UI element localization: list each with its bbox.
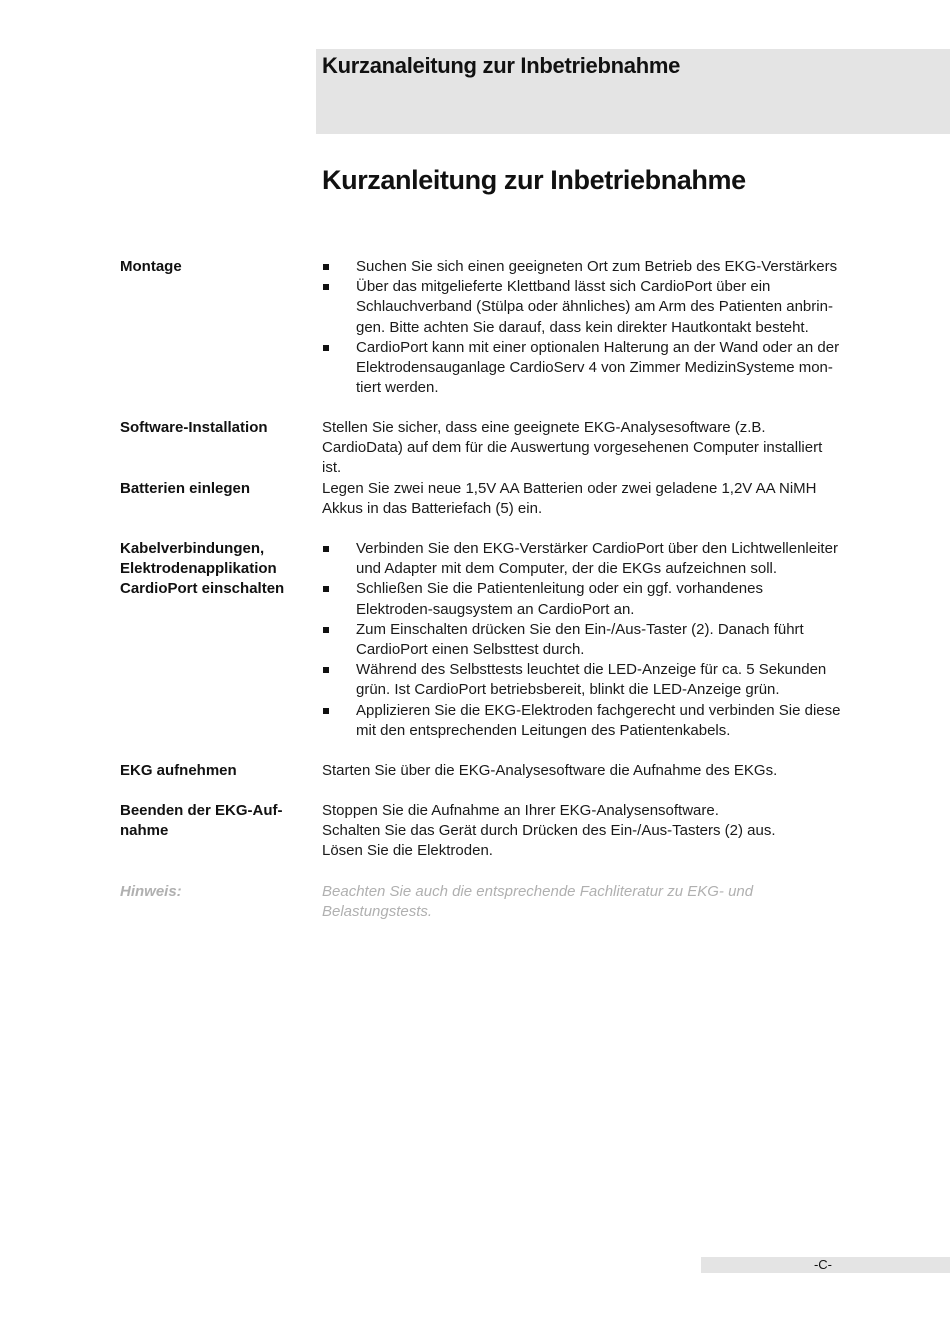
section-text: Starten Sie über die EKG-Analysesoftware die Aufnahme des EKGs. bbox=[322, 762, 778, 779]
bullet-list bbox=[322, 257, 842, 398]
bullet-icon bbox=[323, 708, 329, 714]
list-item: Suchen Sie sich einen geeigneten Ort zum Betrieb des EKG-Verstärkers bbox=[322, 257, 842, 277]
list-item: Verbinden Sie den EKG-Verstärker CardioPort über den Lichtwellenleiter und Adapter mit dem Computer, der die EKGs aufzeichnen soll. bbox=[322, 539, 842, 579]
hint-text: Beachten Sie auch die entsprechende Fachliteratur zu EKG- und Belastungstests. bbox=[322, 883, 754, 921]
section-label: Kabelverbindungen, Elektrodenapplikation CardioPort einschalten bbox=[120, 540, 285, 598]
bullet-icon bbox=[323, 546, 329, 552]
bullet-icon bbox=[323, 586, 329, 592]
list-item: Schließen Sie die Patientenleitung oder ein ggf. vorhandenes Elektroden-saugsystem an CardioPort an. bbox=[322, 579, 842, 619]
section-text: Legen Sie zwei neue 1,5V AA Batterien oder zwei geladene 1,2V AA NiMH Akkus in das Batteriefach (5) ein. bbox=[322, 480, 817, 518]
bullet-icon bbox=[323, 345, 329, 351]
list-item: Applizieren Sie die EKG-Elektroden fachgerecht und verbinden Sie diese mit den entsprechenden Leitungen des Patientenkabels. bbox=[322, 701, 842, 741]
page-title: Kurzanleitung zur Inbetriebnahme bbox=[322, 165, 746, 195]
list-item: Zum Einschalten drücken Sie den Ein-/Aus-Taster (2). Danach führt CardioPort einen Selbsttest durch. bbox=[322, 620, 842, 660]
bullet-icon bbox=[323, 627, 329, 633]
list-item: Über das mitgelieferte Klettband lässt sich CardioPort über ein Schlauchverband (Stülpa oder ähnliches) am Arm des Patienten anbrin-gen. Bitte achten Sie darauf, dass kein direkter Hautkontakt besteht. bbox=[322, 277, 842, 338]
footer-bar bbox=[701, 1257, 950, 1273]
bullet-icon bbox=[323, 667, 329, 673]
list-item: CardioPort kann mit einer optionalen Halterung an der Wand oder an der Elektrodensauganlage CardioServ 4 von Zimmer MedizinSysteme mon-tiert werden. bbox=[322, 338, 842, 399]
text-line: Lösen Sie die Elektroden. bbox=[322, 842, 493, 860]
section-lines bbox=[322, 801, 842, 862]
text-line: Stoppen Sie die Aufnahme an Ihrer EKG-Analysensoftware. bbox=[322, 802, 719, 819]
header-bar bbox=[316, 49, 950, 134]
section-text: Stellen Sie sicher, dass eine geeignete EKG-Analysesoftware (z.B. CardioData) auf dem für die Auswertung vorgesehenen Computer installiert ist. bbox=[322, 419, 823, 477]
section-label: Montage bbox=[120, 258, 182, 275]
section-label: EKG aufnehmen bbox=[120, 762, 237, 779]
hint-label: Hinweis: bbox=[120, 883, 182, 900]
text-line: Schalten Sie das Gerät durch Drücken des Ein-/Aus-Tasters (2) aus. bbox=[322, 822, 776, 840]
list-item: Während des Selbsttests leuchtet die LED-Anzeige für ca. 5 Sekunden grün. Ist CardioPort betriebsbereit, blinkt die LED-Anzeige grün. bbox=[322, 660, 842, 700]
header-title: Kurzanaleitung zur Inbetriebnahme bbox=[322, 53, 681, 78]
bullet-icon bbox=[323, 264, 329, 270]
section-label: Batterien einlegen bbox=[120, 480, 251, 497]
section-label: Software-Installation bbox=[120, 419, 268, 436]
bullet-list bbox=[322, 539, 842, 741]
bullet-icon bbox=[323, 284, 329, 290]
section-label: Beenden der EKG-Auf-nahme bbox=[120, 802, 283, 840]
page-number: -C- bbox=[813, 1257, 833, 1272]
